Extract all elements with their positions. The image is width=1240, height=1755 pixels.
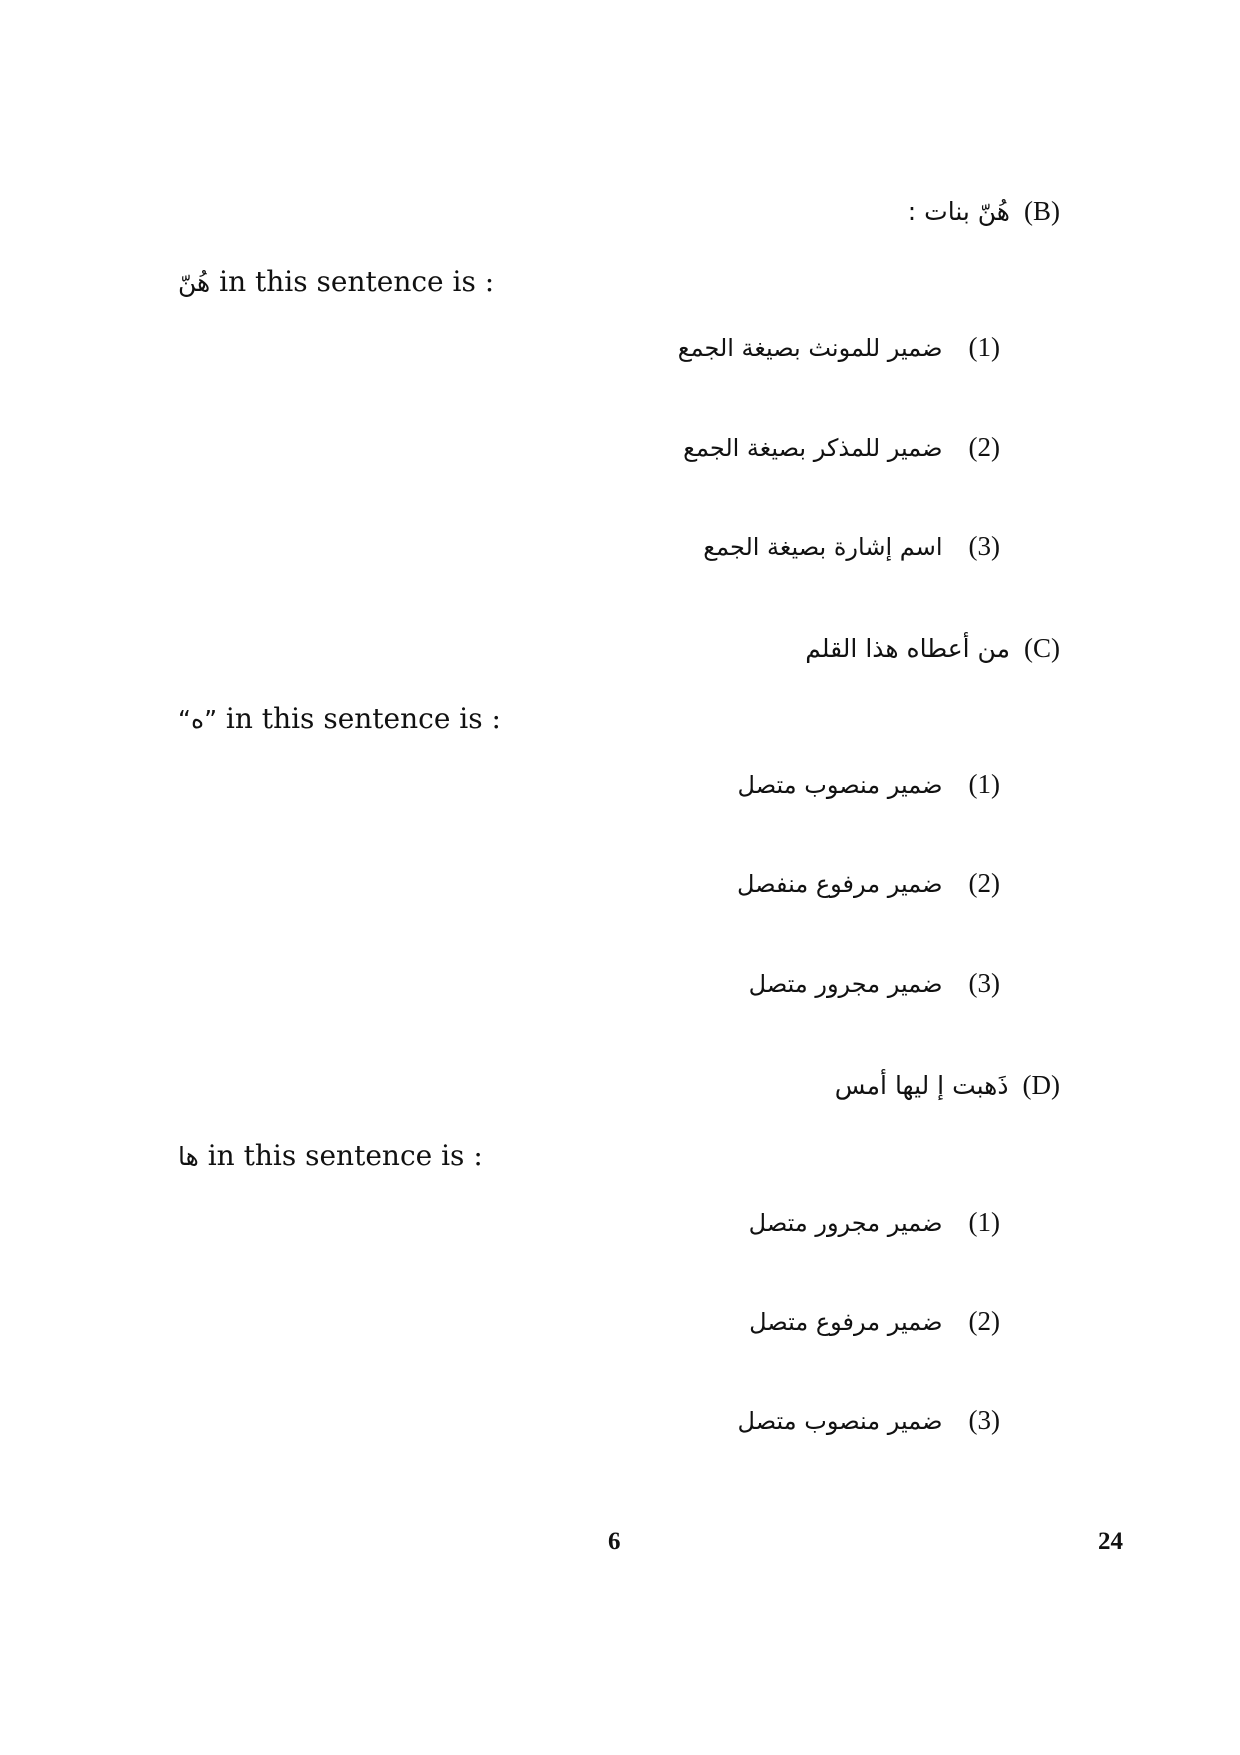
option-c-1[interactable] bbox=[738, 769, 1000, 800]
option-text: ضمير للمونث بصيغة الجمع bbox=[677, 333, 943, 362]
option-b-1[interactable] bbox=[678, 332, 1000, 363]
option-number: (3) bbox=[968, 531, 1000, 561]
prompt-english: in this sentence is : bbox=[225, 702, 501, 735]
option-c-2[interactable] bbox=[737, 868, 1000, 899]
option-text: ضمير مرفوع متصل bbox=[749, 1307, 943, 1336]
option-number: (2) bbox=[968, 868, 1000, 898]
question-label: (D) bbox=[1022, 1070, 1060, 1100]
question-c-prompt bbox=[178, 702, 501, 735]
option-number: (1) bbox=[968, 332, 1000, 362]
option-text: ضمير للمذكر بصيغة الجمع bbox=[683, 433, 943, 462]
option-text: ضمير مجرور متصل bbox=[748, 969, 943, 998]
question-label: (C) bbox=[1023, 633, 1060, 663]
option-d-3[interactable] bbox=[738, 1405, 1000, 1436]
option-number: (3) bbox=[968, 1405, 1000, 1435]
question-label: (B) bbox=[1023, 196, 1060, 226]
option-text: ضمير منصوب متصل bbox=[737, 770, 943, 799]
question-c-header bbox=[805, 633, 1060, 664]
option-text: اسم إشارة بصيغة الجمع bbox=[703, 532, 943, 561]
prompt-arabic-word: “ه” bbox=[178, 705, 218, 734]
question-b-prompt bbox=[178, 265, 494, 298]
option-text: ضمير مرفوع منفصل bbox=[736, 869, 943, 898]
option-b-3[interactable] bbox=[703, 531, 1000, 562]
option-d-1[interactable] bbox=[749, 1207, 1000, 1238]
option-d-2[interactable] bbox=[749, 1306, 1000, 1337]
question-b-header bbox=[908, 196, 1060, 227]
page-number: 6 bbox=[608, 1528, 621, 1555]
prompt-arabic-word: هُنّ bbox=[178, 268, 211, 297]
option-number: (1) bbox=[968, 769, 1000, 799]
option-text: ضمير مجرور متصل bbox=[748, 1208, 943, 1237]
option-c-3[interactable] bbox=[749, 968, 1000, 999]
prompt-english: in this sentence is : bbox=[207, 1139, 483, 1172]
question-d-prompt bbox=[178, 1139, 483, 1172]
option-number: (1) bbox=[968, 1207, 1000, 1237]
option-text: ضمير منصوب متصل bbox=[737, 1406, 943, 1435]
question-d-header bbox=[835, 1070, 1060, 1101]
question-text: ذَهبت إ ليها أمس bbox=[834, 1071, 1009, 1100]
option-number: (2) bbox=[968, 432, 1000, 462]
paper-code: 24 bbox=[1098, 1528, 1123, 1555]
prompt-arabic-word: ها bbox=[178, 1142, 199, 1171]
option-number: (2) bbox=[968, 1306, 1000, 1336]
option-b-2[interactable] bbox=[683, 432, 1000, 463]
prompt-english: in this sentence is : bbox=[219, 265, 495, 298]
option-number: (3) bbox=[968, 968, 1000, 998]
question-text: من أعطاه هذا القلم bbox=[805, 634, 1010, 663]
question-text: هُنّ بنات : bbox=[907, 197, 1010, 226]
